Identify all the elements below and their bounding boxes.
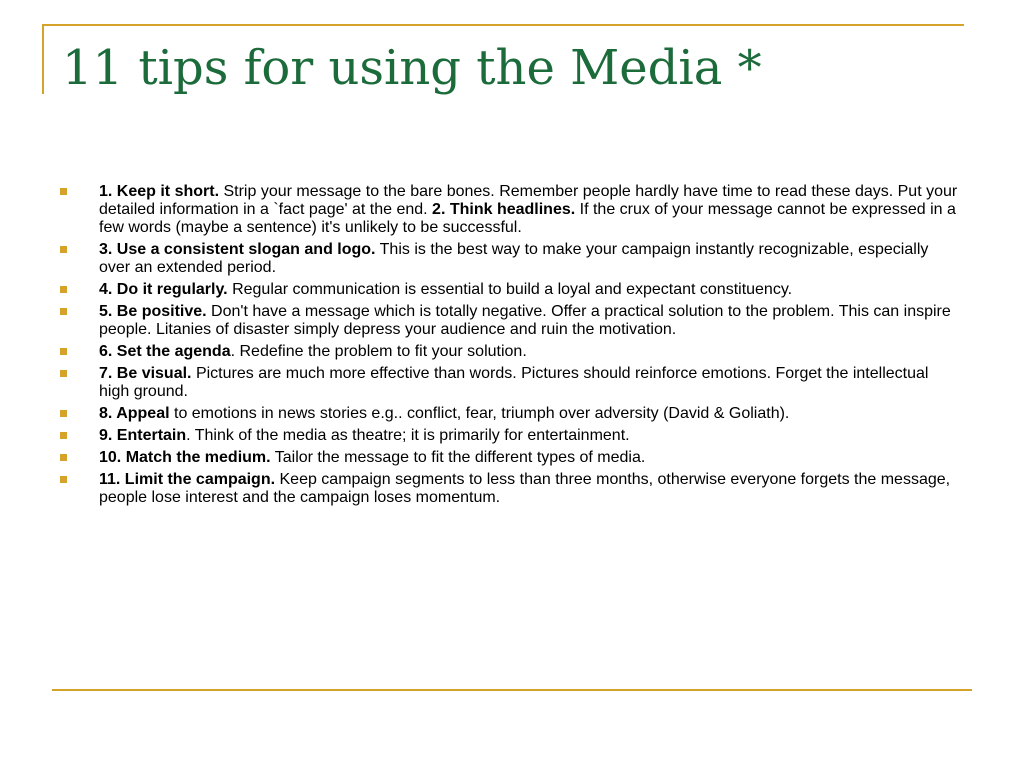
left-rule	[42, 24, 44, 94]
square-bullet-icon	[60, 348, 67, 355]
square-bullet-icon	[60, 432, 67, 439]
tip-heading: 6. Set the agenda	[99, 343, 231, 360]
tip-heading: 9. Entertain	[99, 427, 187, 444]
square-bullet-icon	[60, 454, 67, 461]
tip-heading: 7. Be visual.	[99, 365, 192, 382]
tip-text: Strip your message to the bare bones. Remember people hardly have time to read these days. Put your detailed information in a `fact page' at the end.	[99, 183, 958, 218]
tip-text: Keep campaign segments to less than three months, otherwise everyone forgets the message, people lose interest and the campaign loses momentum.	[99, 471, 951, 506]
tip-item	[60, 471, 960, 507]
square-bullet-icon	[60, 308, 67, 315]
tip-heading: 10. Match the medium.	[99, 449, 271, 466]
tip-item	[60, 427, 960, 445]
tip-heading: 3. Use a consistent slogan and logo.	[99, 241, 376, 258]
tip-heading: 11. Limit the campaign.	[99, 471, 276, 488]
tip-item	[60, 303, 960, 339]
square-bullet-icon	[60, 476, 67, 483]
tip-heading: 1. Keep it short.	[99, 183, 220, 200]
tip-heading: 2. Think headlines.	[432, 201, 576, 218]
tip-item	[60, 183, 960, 237]
square-bullet-icon	[60, 410, 67, 417]
tip-item	[60, 343, 960, 361]
square-bullet-icon	[60, 370, 67, 377]
square-bullet-icon	[60, 188, 67, 195]
tip-heading: 5. Be positive.	[99, 303, 207, 320]
tip-item	[60, 365, 960, 401]
square-bullet-icon	[60, 246, 67, 253]
tip-text: If the crux of your message cannot be expressed in a few words (maybe a sentence) it's unlikely to be successful.	[99, 201, 956, 236]
slide-title: 11 tips for using the Media *	[62, 40, 762, 96]
tip-item	[60, 241, 960, 277]
tip-text: . Redefine the problem to fit your solution.	[230, 343, 527, 360]
tip-text: Don't have a message which is totally negative. Offer a practical solution to the problem. This can inspire people. Litanies of disaster simply depress your audience and ruin the motivation.	[99, 303, 951, 338]
bottom-rule	[52, 689, 972, 691]
tip-text: Regular communication is essential to build a loyal and expectant constituency.	[227, 281, 793, 298]
tip-text: . Think of the media as theatre; it is primarily for entertainment.	[186, 427, 630, 444]
tip-text: to emotions in news stories e.g.. conflict, fear, triumph over adversity (David & Goliath).	[169, 405, 790, 422]
tip-item	[60, 281, 960, 299]
tip-item	[60, 405, 960, 423]
square-bullet-icon	[60, 286, 67, 293]
tip-text: Tailor the message to fit the different types of media.	[270, 449, 646, 466]
tips-list	[60, 183, 960, 511]
top-rule	[42, 24, 964, 26]
tip-item	[60, 449, 960, 467]
tip-heading: 8. Appeal	[99, 405, 170, 422]
tip-heading: 4. Do it regularly.	[99, 281, 228, 298]
tip-text: Pictures are much more effective than words. Pictures should reinforce emotions. Forget the intellectual high ground.	[99, 365, 929, 400]
tip-text: This is the best way to make your campaign instantly recognizable, especially over an extended period.	[99, 241, 929, 276]
